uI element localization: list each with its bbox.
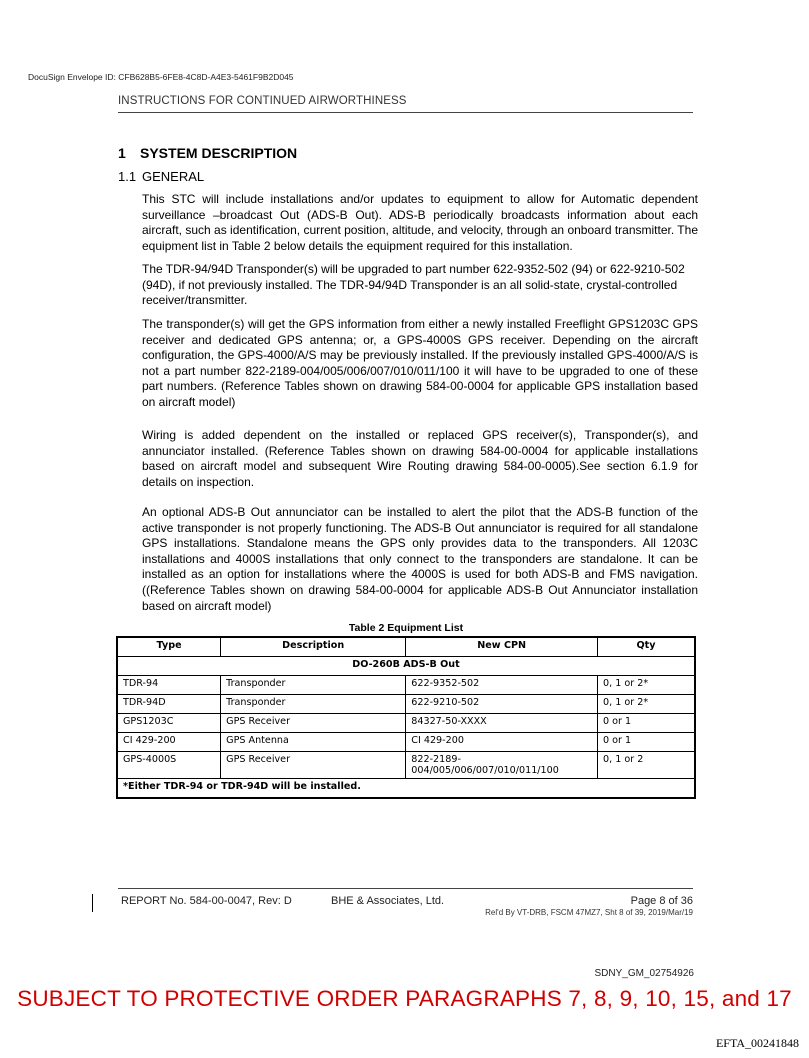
table-caption: Table 2 Equipment List xyxy=(348,622,464,634)
section-title: SYSTEM DESCRIPTION xyxy=(140,145,298,161)
equipment-list-table xyxy=(116,636,696,799)
section-number: 1 xyxy=(118,145,126,161)
subsection-heading xyxy=(118,169,204,184)
cell-cpn: CI 429-200 xyxy=(406,733,598,752)
cell-type: CI 429-200 xyxy=(117,733,221,752)
column-header-description: Description xyxy=(221,637,406,657)
table-header-row xyxy=(117,637,695,657)
efta-number: EFTA_00241848 xyxy=(715,1036,799,1050)
cell-description: GPS Receiver xyxy=(221,752,406,779)
cell-cpn: 622-9352-502 xyxy=(406,676,598,695)
table-row xyxy=(117,676,695,695)
cell-description: GPS Antenna xyxy=(221,733,406,752)
table-row xyxy=(117,695,695,714)
cell-qty: 0, 1 or 2* xyxy=(598,695,696,714)
paragraph-wiring: Wiring is added dependent on the installed or replaced GPS receiver(s), Transponder(s), and annunciator installed. (Reference Tables shown on drawing 584-00-0004 for applicable installations based on aircraft model and subsequent Wire Routing drawing 584-00-0005).See section 6.1.9 for details on inspection. xyxy=(142,428,698,489)
footer-divider xyxy=(118,888,693,889)
bates-number: SDNY_GM_02754926 xyxy=(594,968,694,979)
cell-type: GPS-4000S xyxy=(117,752,221,779)
cell-type: TDR-94 xyxy=(117,676,221,695)
change-bar xyxy=(92,894,93,912)
subsection-title: GENERAL xyxy=(142,169,205,184)
paragraph-gps: The transponder(s) will get the GPS information from either a newly installed Freeflight GPS1203C GPS receiver and dedicated GPS antenna; or, a GPS-4000S GPS receiver. Depending on the aircraft configuration, the GPS-4000/A/S may be previously installed. If the previously installed GPS-4000/A/S is not a part number 822-2189-004/005/006/007/010/011/100 it will have to be upgraded to one of these part numbers. (Reference Tables shown on drawing 584-00-0004 for applicable GPS installation based on aircraft model) xyxy=(142,317,698,409)
footer-company: BHE & Associates, Ltd. xyxy=(331,895,445,907)
footer-page-number: Page 8 of 36 xyxy=(630,895,693,907)
cell-type: TDR-94D xyxy=(117,695,221,714)
table-row xyxy=(117,714,695,733)
table-row xyxy=(117,752,695,779)
table-row xyxy=(117,733,695,752)
cell-description: Transponder xyxy=(221,695,406,714)
header-divider xyxy=(118,112,693,113)
page-header: INSTRUCTIONS FOR CONTINUED AIRWORTHINESS xyxy=(118,95,407,107)
cell-qty: 0 or 1 xyxy=(598,714,696,733)
cell-qty: 0, 1 or 2* xyxy=(598,676,696,695)
cell-cpn: 622-9210-502 xyxy=(406,695,598,714)
column-header-qty: Qty xyxy=(598,637,696,657)
cell-qty: 0 or 1 xyxy=(598,733,696,752)
cell-cpn: 84327-50-XXXX xyxy=(406,714,598,733)
table-group-row xyxy=(117,657,695,676)
column-header-type: Type xyxy=(117,637,221,657)
cell-qty: 0, 1 or 2 xyxy=(598,752,696,779)
table-footnote: *Either TDR-94 or TDR-94D will be installed. xyxy=(117,779,695,799)
section-heading xyxy=(118,145,297,161)
protective-order-stamp: SUBJECT TO PROTECTIVE ORDER PARAGRAPHS 7, 8, 9, 10, 15, and 17 xyxy=(17,986,792,1011)
footer-release-reference: Rel'd By VT-DRB, FSCM 47MZ7, Sht 8 of 39, 2019/Mar/19 xyxy=(485,908,693,917)
paragraph-annunciator: An optional ADS-B Out annunciator can be installed to alert the pilot that the ADS-B function of the active transponder is not properly functioning. The ADS-B Out annunciator is required for all standalone GPS installations. Standalone means the GPS only provides data to the transponders. All 1203C installations and 4000S installations that only connect to the transponders are standalone. It can be installed as an option for installations where the 4000S is used for both ADS-B and FMS navigation. ((Reference Tables shown on drawing 584-00-0004 for applicable ADS-B Out Annunciator installation based on aircraft model) xyxy=(142,505,698,613)
subsection-number: 1.1 xyxy=(118,169,137,184)
cell-description: GPS Receiver xyxy=(221,714,406,733)
docusign-envelope-id: DocuSign Envelope ID: CFB628B5-6FE8-4C8D-A4E3-5461F9B2D045 xyxy=(28,72,294,82)
cell-description: Transponder xyxy=(221,676,406,695)
footer-report-number: REPORT No. 584-00-0047, Rev: D xyxy=(121,895,292,907)
table-note-row xyxy=(117,779,695,799)
paragraph-stc-overview: This STC will include installations and/or updates to equipment to allow for Automatic dependent surveillance –broadcast Out (ADS-B Out). ADS-B periodically broadcasts information about each aircraft, such as identification, current position, altitude, and velocity, through an onboard transmitter. The equipment list in Table 2 below details the equipment required for this installation. xyxy=(142,192,698,253)
column-header-new-cpn: New CPN xyxy=(406,637,598,657)
paragraph-transponder: The TDR-94/94D Transponder(s) will be upgraded to part number 622-9352-502 (94) or 622-9210-502 (94D), if not previously installed. The TDR-94/94D Transponder is an all solid-state, crystal-controlled receiver/transmitter. xyxy=(142,262,685,308)
group-label: DO-260B ADS-B Out xyxy=(117,657,695,676)
cell-type: GPS1203C xyxy=(117,714,221,733)
cell-cpn: 822-2189- 004/005/006/007/010/011/100 xyxy=(406,752,598,779)
